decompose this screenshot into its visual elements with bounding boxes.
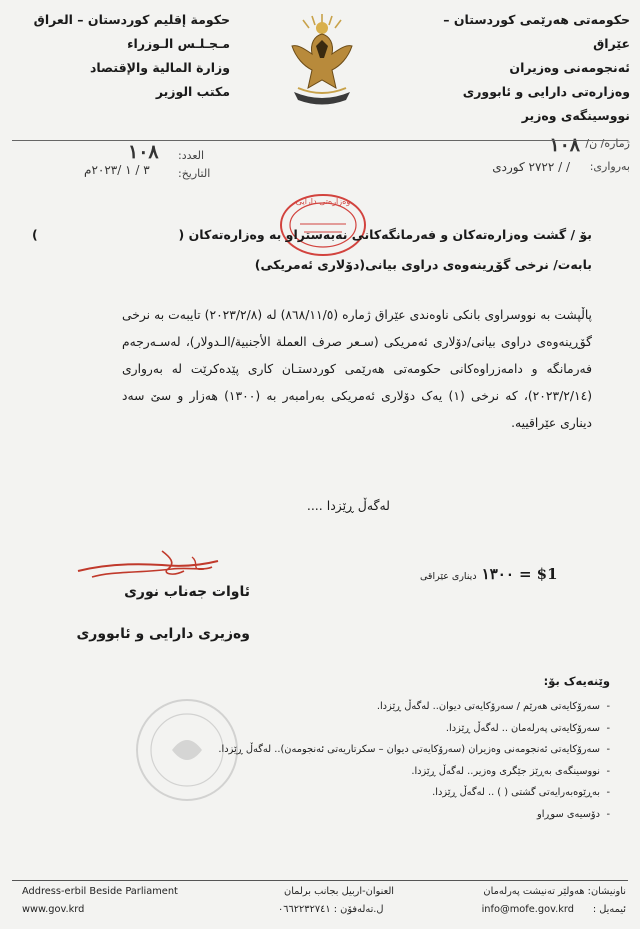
equals-sign: = — [518, 565, 532, 583]
signatory-title: وەزیری دارایی و ئابووری — [76, 626, 250, 642]
header-arabic — [10, 8, 230, 104]
header-arabic-line3: وزارة المالية والإقتصاد — [89, 60, 230, 75]
footer-email-label: ئیمەیل : — [592, 904, 626, 915]
header-kurdish-line3: وەزارەتی دارایی و ئابووری — [462, 84, 630, 99]
footer-phone: ل.تەلەفۆن : ٠٦٦٢٢٣٢٧٤١ — [278, 904, 384, 915]
number-value-arabic: ١٠٨ — [128, 141, 159, 163]
kurdistan-emblem-icon — [272, 10, 372, 110]
cc-item: - سەرۆکایەتی ئەنجومەنی وەزیران (سەرۆکایەتی دیوان – سکرتاریەتی ئەنجومەن).. لەگەڵ ڕێزدا. — [250, 739, 610, 761]
dinar-unit: دیناری عێراقی — [420, 571, 477, 582]
header-kurdish — [420, 8, 630, 128]
exchange-rate — [420, 564, 558, 583]
footer-address-kurdish: ناونیشان: هەولێر تەنیشت پەرلەمان — [483, 886, 626, 897]
footer-address-arabic: العنوان-اربيل بجانب برلمان — [284, 886, 395, 897]
number-label-kurdish: ژمارە/ ن/ — [585, 137, 630, 150]
cc-item: - سەرۆکایەتی پەرلەمان .. لەگەڵ ڕێزدا. — [250, 718, 610, 740]
footer-website: www.gov.krd — [22, 904, 85, 915]
number-value-kurdish: ١٠٨ — [549, 134, 580, 156]
cc-item: - دۆسیەی سوڕاو — [250, 804, 610, 826]
header-kurdish-line4: نووسینگەی وەزیر — [521, 108, 630, 123]
closing-greeting: لەگەڵ ڕێزدا .... — [306, 498, 390, 513]
subject-line: بابەت/ نرخی گۆڕینەوەی دراوی بیانی(دۆلاری ئەمریکی) — [254, 257, 592, 272]
footer-divider — [12, 880, 628, 881]
addressee-line — [32, 220, 592, 250]
dinar-value: ١٣٠٠ — [481, 565, 514, 583]
header-arabic-line2: مـجـلـس الـوزراء — [127, 36, 230, 51]
signatory-name: ئاوات جەناب نوری — [124, 584, 250, 600]
dollar-value: $1 — [536, 565, 558, 583]
date-value-arabic: ٣ / ١ /٢٠٢٣م — [84, 163, 150, 177]
header-kurdish-line1: حکومەتی هەرێمی کوردستان – عێراق — [443, 12, 630, 51]
date-value-kurdish: / / ٢٧٢٢ كوردی — [492, 160, 570, 174]
cc-item: - نووسینگەی بەڕێز جێگری وەزیر.. لەگەڵ ڕێزدا. — [250, 761, 610, 783]
cc-list — [218, 696, 610, 825]
letter-body: پاڵپشت بە نووسراوی بانکی ناوەندی عێراق ژمارە (٨٦٨/١١/٥) لە (٢٠٢٣/٢/٨) تایبەت بە نرخی گۆڕینەوەی دراوی بیانی/دۆلاری ئەمریکی (سـعر صرف العملة الأجنبية/الـدولار)، لەسـەرجەم فەرمانگە و دامەزراوەکانی حکومەتی هەرێمی کوردستـان کاری پێدەکرێت لە بەرواری (٢٠٢٣/٢/١٤)، کە نرخی (١) یەک دۆلاری ئەمریکی بەرامبەر بە (١٣٠٠) هەزار و سێ سەد دیناری عێراقییە. — [122, 308, 593, 430]
header-arabic-line4: مكتب الوزير — [155, 84, 230, 99]
addressee-text: بۆ / گشت وەزارەتەکان و فەرمانگەکانی نەبەستراو بە وەزارەتەکان ( — [178, 227, 592, 242]
addressee-close-paren: ) — [32, 227, 38, 242]
header-kurdish-line2: ئەنجومەنی وەزیران — [509, 60, 630, 75]
footer-email: info@mofe.gov.krd — [481, 904, 574, 915]
header-divider — [12, 140, 628, 141]
date-label-kurdish: بەرواری: — [589, 160, 630, 173]
stamp-text: وەزارەتی دارایی — [295, 197, 351, 206]
cc-heading: وێنەیەک بۆ: — [543, 674, 610, 688]
subject-block — [32, 220, 592, 280]
header-arabic-line1: حكومة إقليم كوردستان – العراق — [33, 12, 230, 27]
cc-item: - سەرۆکایەتی هەرێم / سەرۆکایەتی دیوان.. لەگەڵ ڕێزدا. — [250, 696, 610, 718]
footer-address-english: Address-erbil Beside Parliament — [22, 886, 178, 897]
number-label-arabic: العدد: — [178, 149, 205, 162]
cc-item: - بەڕێوەبەرایەتی گشتی ( ) .. لەگەڵ ڕێزدا. — [250, 782, 610, 804]
date-label-arabic: التاريخ: — [178, 167, 211, 180]
